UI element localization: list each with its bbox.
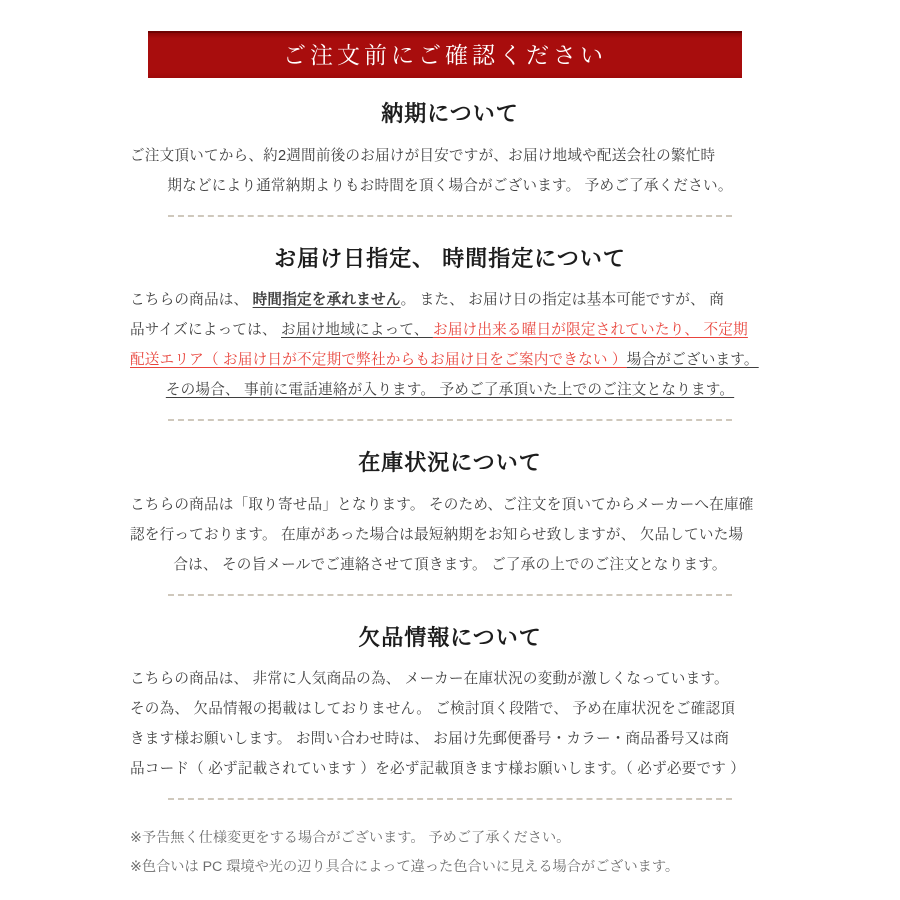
section-heading: 欠品情報について: [358, 624, 542, 650]
section-body: [130, 285, 770, 405]
footer-note-line: ※予告無く仕様変更をする場合がございます。 予めご了承ください。: [130, 830, 571, 847]
dashed-divider: [168, 419, 732, 421]
body-line: [130, 664, 770, 694]
emphasis-text-run: お届け地域によって、: [281, 322, 433, 339]
body-line: [130, 694, 770, 724]
text-run: こちらの商品は「取り寄せ品」となります。 そのため、ご注文を頂いてからメーカーへ在庫確: [130, 496, 754, 513]
emphasis-text-run: 時間指定を承れません: [252, 292, 401, 309]
text-run: 品サイズによっては、: [130, 322, 282, 339]
divider-wrap: [0, 784, 900, 814]
body-line: [130, 141, 770, 171]
divider-wrap: [0, 201, 900, 231]
body-line: [130, 315, 770, 345]
body-line: [130, 754, 770, 784]
banner-title: ご注文前にご確認ください: [283, 42, 607, 68]
emphasis-text-run: その場合、 事前に電話連絡が入ります。 予めご了承頂いた上でのご注文となります。: [165, 382, 735, 399]
body-line: [130, 550, 770, 580]
text-run: こちらの商品は、 非常に人気商品の為、 メーカー在庫状況の変動が激しくなっています。: [130, 671, 729, 688]
notice-section: [0, 610, 900, 785]
text-run: 期などにより通常納期よりもお時間を頂く場合がございます。 予めご了承ください。: [167, 177, 733, 194]
body-line: [130, 724, 770, 754]
emphasis-text-run: 場合がございます。: [626, 352, 759, 369]
dashed-divider: [168, 215, 732, 217]
section-heading: 納期について: [381, 101, 519, 126]
text-run: 。 また、 お届け日の指定は基本可能ですが、 商: [400, 292, 724, 309]
body-line: [130, 171, 770, 201]
divider-wrap: [0, 405, 900, 435]
footer-notes: [130, 814, 770, 882]
page-header-banner: [148, 31, 742, 78]
body-line: [130, 375, 770, 405]
sections-container: [0, 86, 900, 814]
notice-content: [0, 86, 900, 882]
text-run: きます様お願いします。 お問い合わせ時は、 お届け先郵便番号・カラー・商品番号又は商: [130, 731, 730, 748]
text-run: こちらの商品は、: [130, 292, 253, 309]
text-run: 品コード（ 必ず記載されています ）を必ず記載頂きます様お願いします。（ 必ず必要です ）: [130, 761, 746, 778]
section-heading: 在庫状況について: [358, 450, 542, 476]
text-run: 合は、 その旨メールでご連絡させて頂きます。 ご了承の上でのご注文となります。: [173, 556, 727, 573]
text-run: その為、 欠品情報の掲載はしておりません。 ご検討頂く段階で、 予め在庫状況をご確認頂: [130, 701, 736, 718]
body-line: [130, 285, 770, 315]
emphasis-text-run: お届け出来る曜日が限定されていたり、 不定期: [432, 322, 748, 339]
footer-note-line: ※色合いは PC 環境や光の辺り具合によって違った色合いに見える場合がございます。: [130, 859, 680, 876]
notice-section: [0, 231, 900, 406]
section-heading: お届け日指定、 時間指定について: [274, 245, 626, 271]
text-run: ご注文頂いてから、約2週間前後のお届けが目安ですが、お届け地域や配送会社の繁忙時: [130, 147, 716, 164]
body-line: [130, 490, 770, 520]
section-body: [130, 664, 770, 784]
section-body: [130, 490, 770, 580]
divider-wrap: [0, 580, 900, 610]
notice-section: [0, 86, 900, 201]
dashed-divider: [168, 594, 732, 596]
body-line: [130, 520, 770, 550]
body-line: [130, 345, 770, 375]
dashed-divider: [168, 798, 732, 800]
notice-section: [0, 435, 900, 580]
section-body: [130, 141, 770, 201]
text-run: 認を行っております。 在庫があった場合は最短納期をお知らせ致しますが、 欠品していた場: [130, 526, 744, 543]
emphasis-text-run: 配送エリア（ お届け日が不定期で弊社からもお届け日をご案内できない ）: [130, 352, 627, 369]
